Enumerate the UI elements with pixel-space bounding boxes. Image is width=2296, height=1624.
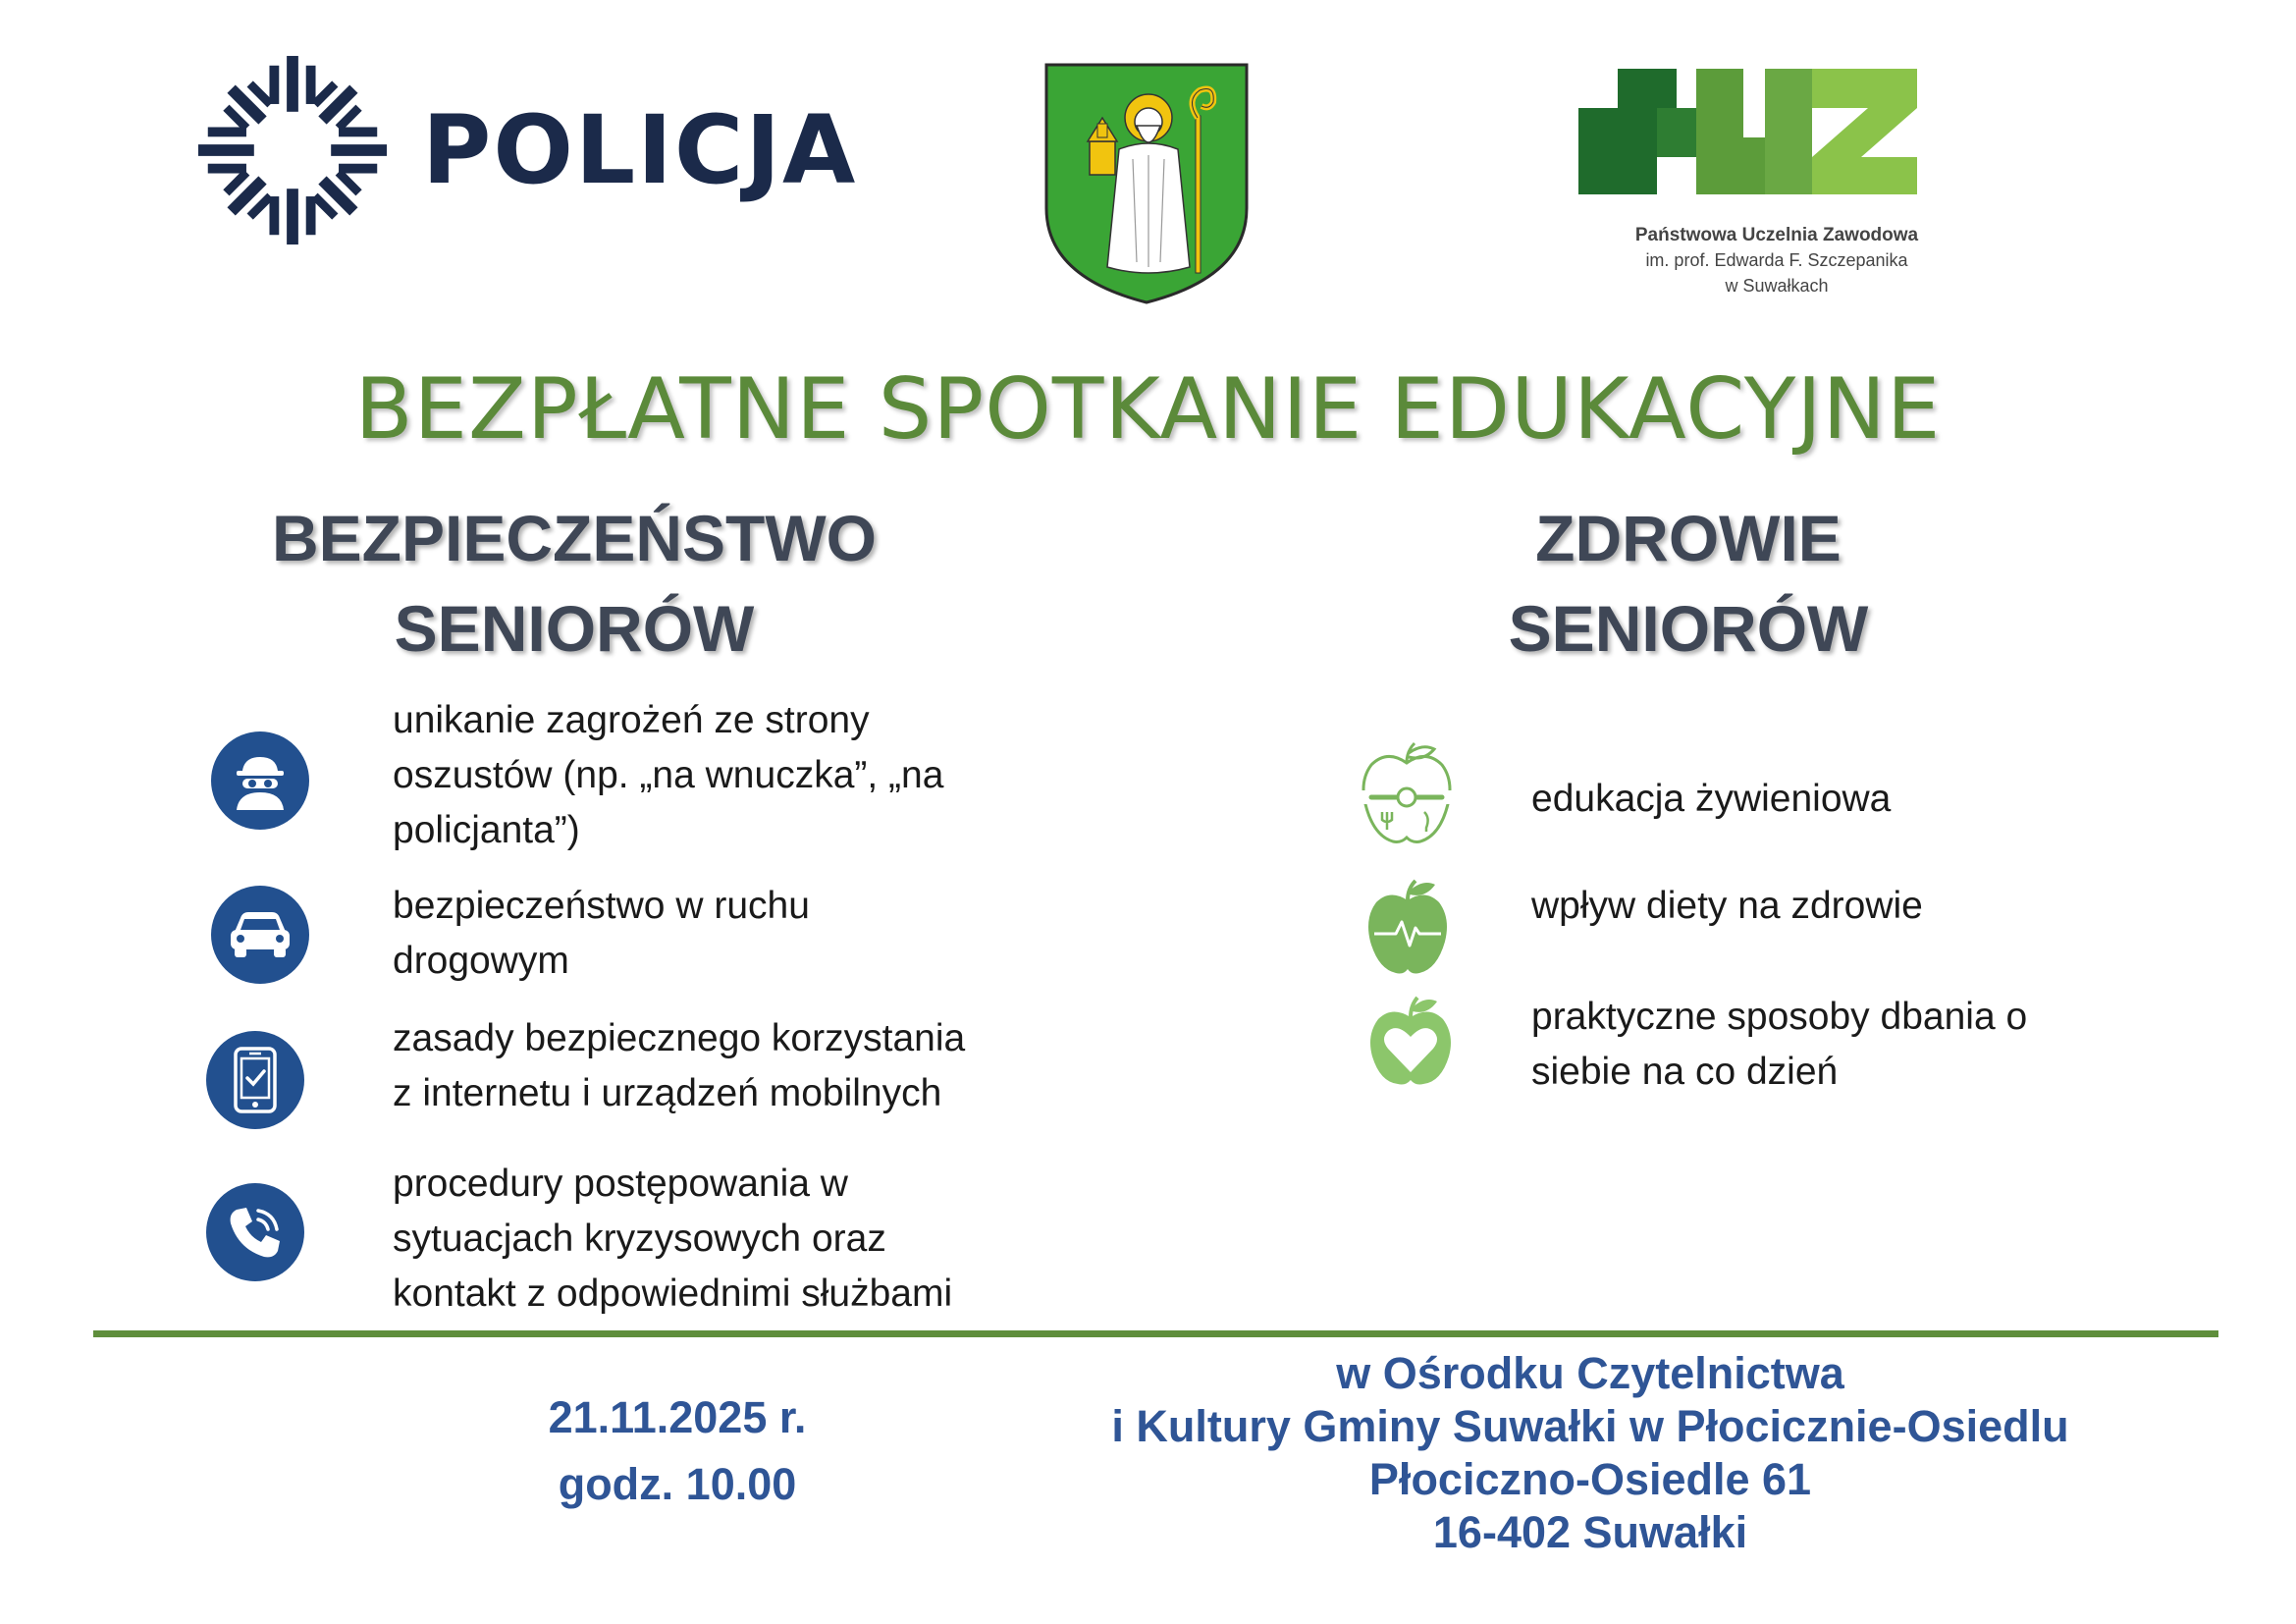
divider-line [93,1330,2218,1337]
venue-line2: i Kultury Gminy Suwałki w Płocicznie-Osiedlu [1111,1401,2069,1451]
phone-call-icon [206,1183,304,1281]
apple-heart-icon [1366,996,1455,1086]
event-time: godz. 10.00 [558,1459,797,1509]
left-item-2-text: bezpieczeństwo w ruchu drogowym [393,885,810,982]
puz-name-line3: w Suwałkach [1725,276,1829,296]
right-section-heading [1345,493,2032,674]
car-icon [211,886,309,984]
coat-of-arms-saint-icon [1042,61,1251,306]
left-item-1-text: unikanie zagrożeń ze strony oszustów (np. „na wnuczka”, „na policjanta”) [393,699,944,851]
right-item-2-text: wpływ diety na zdrowie [1531,885,1923,927]
apple-cutlery-icon [1358,741,1456,849]
event-date-time [432,1384,923,1518]
left-item-3-text: zasady bezpiecznego korzystania z internetu i urządzeń mobilnych [393,1017,966,1114]
right-heading-line2: SENIORÓW [1508,592,1869,665]
event-date: 21.11.2025 r. [548,1392,807,1442]
right-item-3-text: praktyczne sposoby dbania o siebie na co dzień [1531,996,2028,1093]
left-heading-line2: SENIORÓW [394,592,755,665]
left-heading-line1: BEZPIECZEŃSTWO [271,502,877,574]
mobile-phone-icon [206,1031,304,1129]
right-heading-line1: ZDROWIE [1535,502,1842,574]
puz-name-line2: im. prof. Edwarda F. Szczepanika [1645,250,1908,270]
left-item-4-text: procedury postępowania w sytuacjach kryzysowych oraz kontakt z odpowiednimi służbami [393,1163,953,1315]
venue-line1: w Ośrodku Czytelnictwa [1336,1348,1844,1398]
venue-line4: 16-402 Suwałki [1432,1507,1748,1557]
event-venue [982,1347,2199,1559]
puz-name-line1: Państwowa Uczelnia Zawodowa [1634,225,1919,245]
scammer-icon [211,731,309,830]
police-wordmark: POLICJA [422,95,858,205]
venue-line3: Płociczno-Osiedle 61 [1368,1454,1812,1504]
right-item-1-text: edukacja żywieniowa [1531,778,1892,820]
apple-heartbeat-icon [1364,877,1451,975]
page-title: BEZPŁATNE SPOTKANIE EDUKACYJNE [354,360,1942,459]
left-section-heading [196,493,952,674]
puz-logo [1578,69,1917,194]
police-star-icon [196,54,389,246]
